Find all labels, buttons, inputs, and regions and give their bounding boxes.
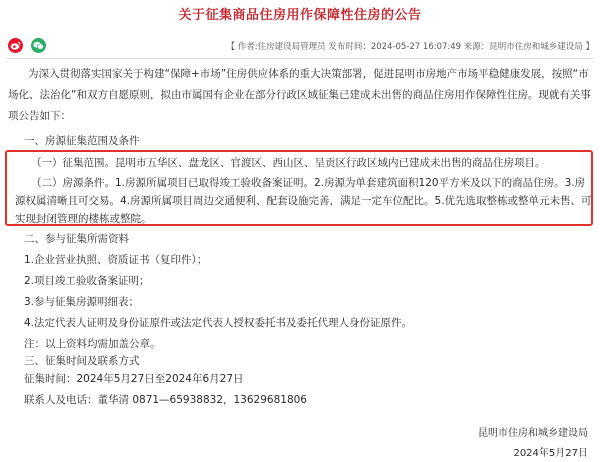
intro-paragraph: 为深入贯彻落实国家关于构建“保障+市场”住房供应体系的重大决策部署，促进昆明市房地产市场平稳健康发展，按照“市场化、法治化”和双方自愿原则，拟由市属国有企业在部分行政区域征集已建成未出售的商品住房用作保障性住房。现就有关事项公告如下： [8,68,591,122]
list-item: 3.参与征集房源明细表； [24,296,140,308]
section-heading-3: 三、征集时间及联系方式 [24,355,140,367]
article-meta: 【 作者:住房建设局管理员 发布时间：2024-05-27 16:07:49 来源：昆明市住房和城乡建设局 】 [226,42,594,52]
list-item: 1.企业营业执照、资质证书（复印件）； [24,254,208,266]
contact-text: 联系人及电话：董华清 0871—65938832，13629681806 [24,394,307,406]
list-item: 4.法定代表人证明及身份证原件或法定代表人授权委托书及委托代理人身份证原件。 [24,317,413,329]
list-item: 2.项目竣工验收备案证明； [24,275,150,287]
page-title: 关于征集商品住房用作保障性住房的公告 [178,8,422,23]
scope-paragraph: （一）征集范围。昆明市五华区、盘龙区、官渡区、西山区、呈贡区行政区域内已建成未出售的商品住房项目。 [31,157,546,169]
signature-date: 2024年5月27日 [513,448,588,459]
section-heading-2: 二、参与征集所需资料 [24,233,129,245]
signature-org: 昆明市住房和城乡建设局 [478,428,588,439]
note-text: 注：以上资料均需加盖公章。 [24,338,161,350]
conditions-paragraph: （二）房源条件。1.房源所属项目已取得竣工验收备案证明。2.房源为单套建筑面积120平方米及以下的商品住房。3.房源权属清晰且可交易。4.房源所属项目周边交通便利、配套设施完善，满足一定车位配比。5.优先选取整栋或整单元未售、可实现封闭管理的楼栋或整院。 [15,177,592,225]
share-bar [8,38,46,53]
weibo-icon[interactable] [8,38,23,53]
divider [6,58,594,59]
wechat-icon[interactable] [31,38,46,53]
highlight-box [5,150,593,226]
period-text: 征集时间：2024年5月27日至2024年6月27日 [24,373,244,385]
section-heading-1: 一、房源征集范围及条件 [24,135,140,147]
